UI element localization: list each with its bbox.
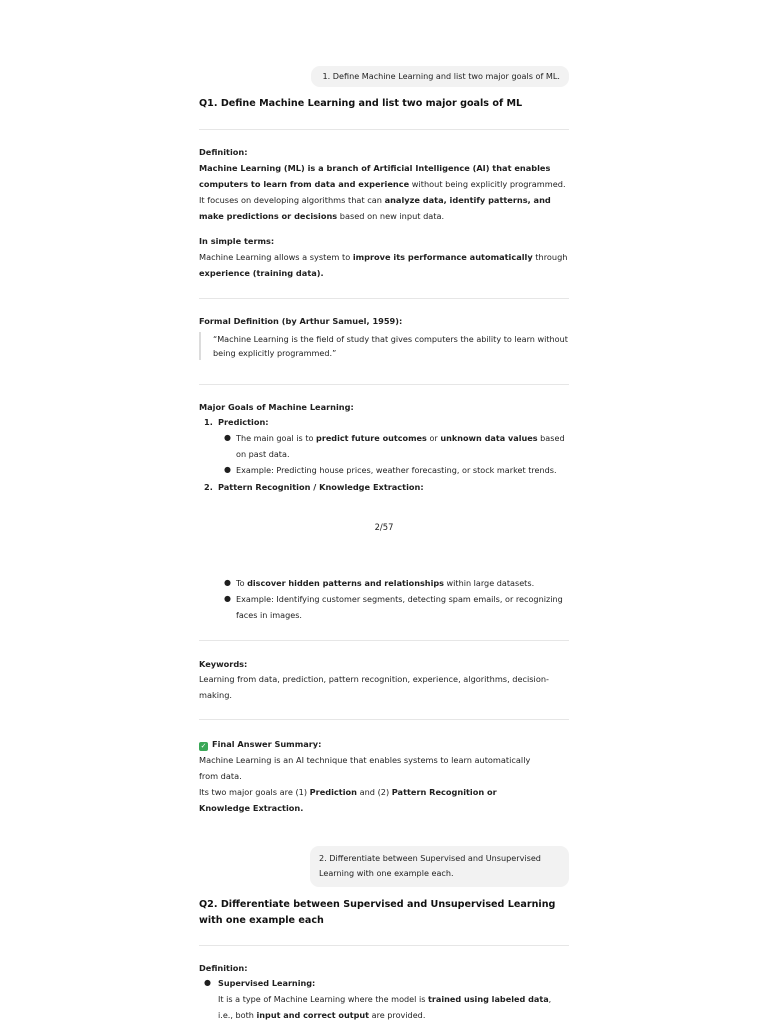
goal-1-number: 1. xyxy=(204,417,213,427)
goal-1-bullet-1: The main goal is to predict future outcomes or unknown data values based on past data. xyxy=(236,433,565,459)
simple-terms-paragraph: Machine Learning allows a system to improve its performance automatically through experience (training data). xyxy=(199,252,568,278)
supervised-learning-title: Supervised Learning: xyxy=(218,978,316,988)
divider xyxy=(199,129,569,130)
bullet-icon: ● xyxy=(224,578,231,587)
goal-2-bullet-2: Example: Identifying customer segments, detecting spam emails, or recognizing faces in images. xyxy=(236,594,563,620)
divider xyxy=(199,298,569,299)
check-box-icon: ✓ xyxy=(200,742,207,750)
user-message-bubble-q1 xyxy=(311,66,569,87)
user-message-bubble-q2 xyxy=(310,846,569,887)
goal-2-title: Pattern Recognition / Knowledge Extraction: xyxy=(218,482,424,492)
summary-paragraph-2: Its two major goals are (1) Prediction and (2) Pattern Recognition or Knowledge Extraction. xyxy=(199,787,497,813)
definition-label-q2: Definition: xyxy=(199,963,248,973)
bullet-icon: ● xyxy=(224,465,231,474)
user-message-text: 1. Define Machine Learning and list two major goals of ML. xyxy=(322,71,560,81)
bullet-icon: ● xyxy=(224,594,231,603)
keywords-text: Learning from data, prediction, pattern recognition, experience, algorithms, decision-making. xyxy=(199,674,549,700)
definition-label: Definition: xyxy=(199,147,248,157)
formal-definition-label: Formal Definition (by Arthur Samuel, 1959): xyxy=(199,316,403,326)
bullet-icon: ● xyxy=(224,433,231,442)
supervised-learning-text: It is a type of Machine Learning where the model is trained using labeled data, i.e., both input and correct output are provided. xyxy=(218,994,552,1020)
goals-label: Major Goals of Machine Learning: xyxy=(199,402,354,412)
divider xyxy=(199,384,569,385)
goal-1-bullet-2: Example: Predicting house prices, weather forecasting, or stock market trends. xyxy=(236,465,557,475)
keywords-label: Keywords: xyxy=(199,659,248,669)
goal-2-number: 2. xyxy=(204,482,213,492)
summary-label: ✓ Final Answer Summary: xyxy=(200,739,322,750)
divider xyxy=(199,640,569,641)
goal-1-title: Prediction: xyxy=(218,417,269,427)
bullet-icon: ● xyxy=(204,978,211,987)
summary-paragraph-1: Machine Learning is an AI technique that enables systems to learn automatically from data. xyxy=(199,755,531,781)
divider xyxy=(199,945,569,946)
answer-heading-q2: Q2. Differentiate between Supervised and Unsupervised Learning with one example each xyxy=(199,899,556,926)
goal-2-bullet-1: To discover hidden patterns and relationships within large datasets. xyxy=(236,578,535,588)
answer-heading-q1: Q1. Define Machine Learning and list two major goals of ML xyxy=(199,98,523,109)
user-message-text: 2. Differentiate between Supervised and Unsupervised Learning with one example each. xyxy=(319,853,541,878)
page-number: 2/57 xyxy=(374,522,394,532)
definition-paragraph-2: It focuses on developing algorithms that can analyze data, identify patterns, and make predictions or decisions based on new input data. xyxy=(199,195,551,221)
formal-definition-quote: “Machine Learning is the field of study that gives computers the ability to learn without being explicitly programmed.” xyxy=(199,332,569,360)
simple-terms-label: In simple terms: xyxy=(199,236,275,246)
definition-paragraph-1: Machine Learning (ML) is a branch of Artificial Intelligence (AI) that enables computers to learn from data and experience without being explicitly programmed. xyxy=(199,163,566,189)
divider xyxy=(199,719,569,720)
